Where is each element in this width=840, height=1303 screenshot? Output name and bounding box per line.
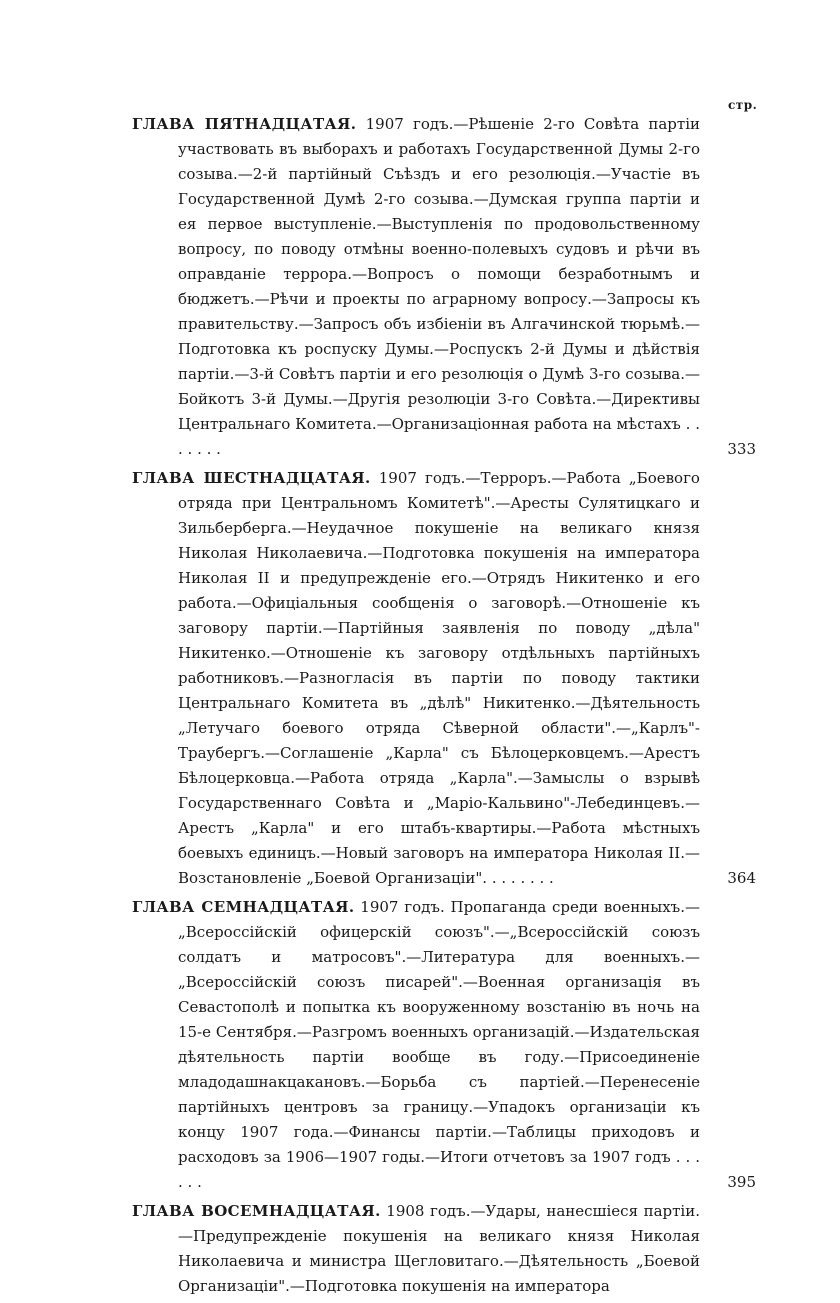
table-of-contents <box>132 112 756 1303</box>
chapter-page-number: 364 <box>727 869 756 887</box>
chapter-17-entry <box>132 895 756 1195</box>
chapter-heading: ГЛАВА СЕМНАДЦАТАЯ. <box>132 898 355 916</box>
chapter-18-entry <box>132 1199 756 1299</box>
chapter-15-entry <box>132 112 756 462</box>
chapter-summary: 1907 годъ. Пропаганда среди военныхъ.—„Всероссійскій офицерскій союзъ".—„Всероссійскій союзъ солдатъ и матросовъ".—Литература для военныхъ.—„Всероссійскій союзъ писарей".—Военная организація въ Севастополѣ и попытка къ вооруженному возстанію въ ночь на 15-е Сентября.—Разгромъ военныхъ организацій.—Издательская дѣятельность партіи вообще въ году.—Присоединеніе младодашнакцакановъ.—Борьба съ партіей.—Перенесеніе партійныхъ центровъ за границу.—Упадокъ организаціи къ концу 1907 года.—Финансы партіи.—Таблицы приходовъ и расходовъ за 1906—1907 годы.—Итоги отчетовъ за 1907 годъ . . . . . . <box>178 898 700 1191</box>
page-column-label: стр. <box>728 98 758 112</box>
chapter-heading: ГЛАВА ВОСЕМНАДЦАТАЯ. <box>132 1202 381 1220</box>
chapter-summary: 1908 годъ.—Удары, нанесшіеся партіи.—Предупрежденіе покушенія на великаго князя Николая Николаевича и министра Щегловитаго.—Дѣятельность „Боевой Организаціи".—Подготовка покушенія на императора <box>178 1202 700 1295</box>
chapter-heading: ГЛАВА ШЕСТНАДЦАТАЯ. <box>132 469 371 487</box>
chapter-heading: ГЛАВА ПЯТНАДЦАТАЯ. <box>132 115 357 133</box>
chapter-summary: 1907 годъ.—Рѣшеніе 2-го Совѣта партіи участвовать въ выборахъ и работахъ Государственной Думы 2-го созыва.—2-й партійный Съѣздъ и его резолюція.—Участіе въ Государственной Думѣ 2-го созыва.—Думская группа партіи и ея первое выступленіе.—Выступленія по продовольственному вопросу, по поводу отмѣны военно-полевыхъ судовъ и рѣчи въ оправданіе террора.—Вопросъ о помощи безработнымъ и бюджетъ.—Рѣчи и проекты по аграрному вопросу.—Запросы къ правительству.—Запросъ объ избіеніи въ Алгачинской тюрьмѣ.—Подготовка къ роспуску Думы.—Роспускъ 2-й Думы и дѣйствія партіи.—3-й Совѣтъ партіи и его резолюція о Думѣ 3-го созыва.—Бойкотъ 3-й Думы.—Другія резолюціи 3-го Совѣта.—Директивы Центральнаго Комитета.—Организаціонная работа на мѣстахъ . . . . . . . <box>178 115 700 458</box>
chapter-summary: 1907 годъ.—Терроръ.—Работа „Боевого отряда при Центральномъ Комитетѣ".—Аресты Сулятицкаго и Зильберберга.—Неудачное покушеніе на великаго князя Николая Николаевича.—Подготовка покушенія на императора Николая II и предупрежденіе его.—Отрядъ Никитенко и его работа.—Офиціальныя сообщенія о заговорѣ.—Отношеніе къ заговору партіи.—Партійныя заявленія по поводу „дѣла" Никитенко.—Отношеніе къ заговору отдѣльныхъ партійныхъ работниковъ.—Разногласія въ партіи по поводу тактики Центральнаго Комитета въ „дѣлѣ" Никитенко.—Дѣятельность „Летучаго боевого отряда Сѣверной области".—„Карлъ"-Траубергъ.—Соглашеніе „Карла" съ Бѣлоцерковцемъ.—Арестъ Бѣлоцерковца.—Работа отряда „Карла".—Замыслы о взрывѣ Государственнаго Совѣта и „Маріо-Кальвино"-Лебединцевъ.—Арестъ „Карла" и его штабъ-квартиры.—Работа мѣстныхъ боевыхъ единицъ.—Новый заговоръ на императора Николая II.—Возстановленіе „Боевой Организаціи". . . . . . . . <box>178 469 700 887</box>
chapter-16-entry <box>132 466 756 891</box>
chapter-page-number: 333 <box>727 440 756 458</box>
chapter-page-number: 395 <box>727 1173 756 1191</box>
